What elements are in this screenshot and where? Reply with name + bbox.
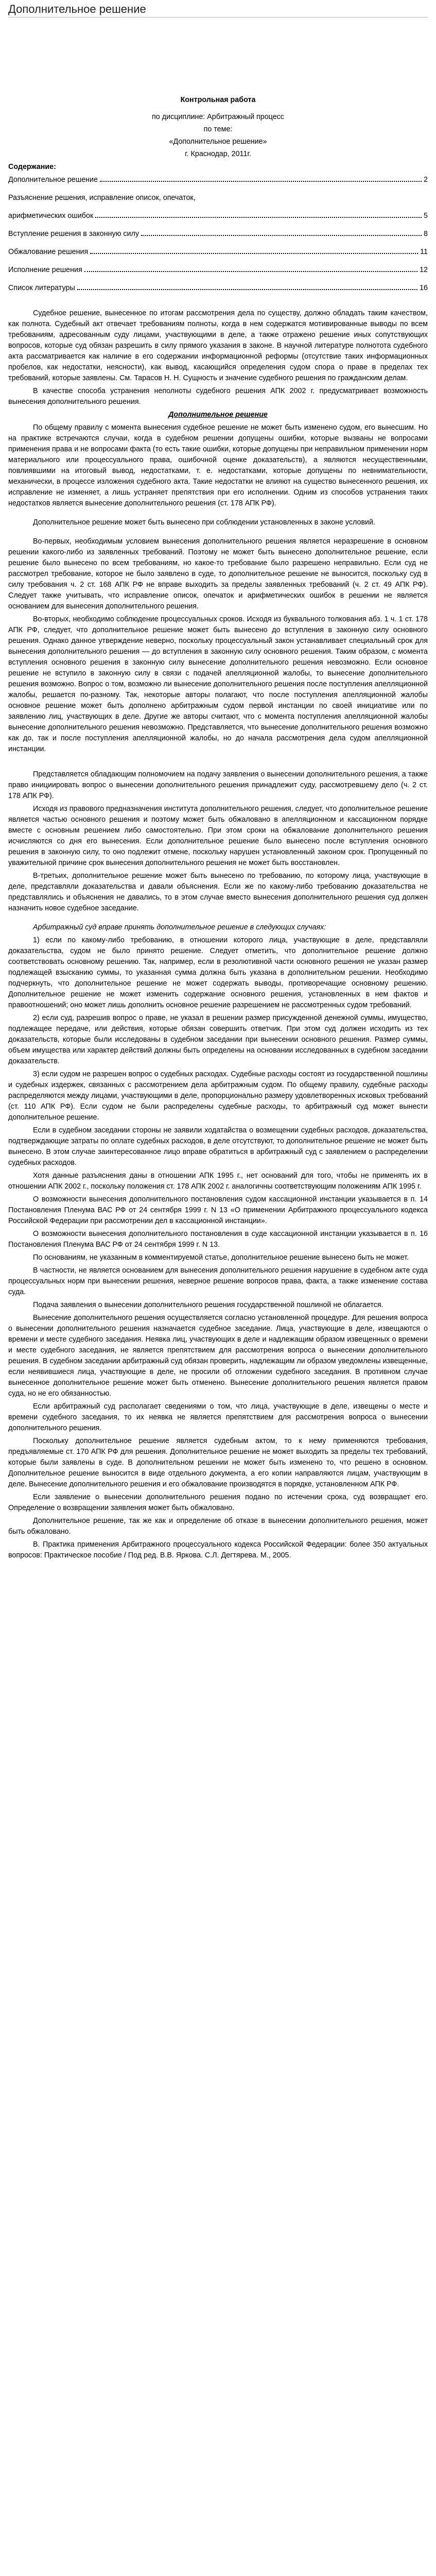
document-body [8, 95, 428, 1561]
paragraph: В качестве способа устранения неполноты судебного решения АПК 2002 г. предусматривает возможность вынесения дополнительного решения. [8, 387, 428, 406]
paragraph: Вынесение дополнительного решения осуществляется согласно установленной процедуре. Для решения вопроса о вынесении дополнительного решения назначается судебное заседание. Лица, участвующие в деле, извещаются о времени и месте судебного заседания. Неявка лиц, участвующих в деле и надлежащим образом извещенных о времени и месте судебного заседания, не является препятствием для рассмотрения вопроса о вынесении дополнительного решения. В судебном заседании арбитражный суд обязан проверить, надлежащим ли образом уведомлены извещенные, если неявившиеся лица, участвующие в деле, не просили об отложении судебного заседания. В противном случае вынесенное дополнительное решение может быть отменено. Вынесение дополнительного решения является правом суда, но не его обязанностью. [8, 1314, 428, 1398]
toc-item-label: Список литературы [8, 284, 75, 292]
paragraph: В частности, не является основанием для вынесения дополнительного решения нарушение в судебном акте суда процессуальных норм при вынесении решения, неверное решение вопросов права, факта, а также изменение состава суда. [8, 1266, 428, 1296]
toc-item-page: 16 [420, 284, 428, 292]
title-block [8, 95, 428, 147]
toc-item-page: 12 [420, 266, 428, 274]
section-list [8, 935, 428, 1168]
toc-item-label: арифметических ошибок [8, 212, 94, 220]
toc-leader-dots [77, 289, 417, 290]
paragraph: О возможности вынесения дополнительного постановления в суде кассационной инстанции указывается в п. 16 Постановления Пленума ВАС РФ от 24 сентября 1999 г. N 13. [8, 1230, 428, 1249]
paragraph: Если заявление о вынесении дополнительного решения подано по истечении срока, суд возвращает его. Определение о возвращении заявления может быть обжаловано. [8, 1493, 428, 1512]
section-paragraphs [8, 422, 428, 933]
section-title: Дополнительное решение [168, 411, 268, 419]
section-paragraphs-b [8, 1171, 428, 1561]
paragraph: В-третьих, дополнительное решение может быть вынесено по требованию, по которому лица, участвующие в деле, представляли доказательства и давали объяснения. Если же по какому-либо требованию доказательства не представлялись и объяснения не давались, то в этом случае вместо вынесения дополнительного решения суд должен назначить новое судебное заседание. [8, 872, 428, 912]
toc-item [8, 247, 428, 258]
toc-item-page: 2 [424, 176, 428, 184]
paragraph: Дополнительное решение может быть вынесено при соблюдении установленных в законе условий. [33, 518, 375, 527]
toc-leader-dots [95, 217, 422, 218]
toc-item [8, 211, 428, 222]
paragraph: Поскольку дополнительное решение является судебным актом, то к нему применяются требования, предъявляемые ст. 170 АПК РФ для решения. Дополнительное решение не может выходить за пределы тех требований, которые были заявлены в суде. В дополнительном решении не может быть изменено то, что решено в основном. Дополнительное решение выносится в виде отдельного документа, а его копии направляются лицам, участвующим в деле. Вынесение дополнительного решения и его обжалование производятся в порядке, установленном АПК РФ. [8, 1437, 428, 1488]
toc-heading: Содержание: [8, 163, 56, 171]
toc-item-page: 5 [424, 212, 428, 220]
toc-item-label: Разъяснение решения, исправление описок, опечаток, [8, 194, 196, 202]
work-type: Контрольная работа [180, 96, 256, 104]
paragraph: Если арбитражный суд располагает сведениями о том, что лица, участвующие в деле, извещены о месте и времени судебного заседания, то их неявка не является препятствием для рассмотрения вопроса о вынесении дополнительного решения. [8, 1402, 428, 1432]
paragraph: Во-первых, необходимым условием вынесения дополнительного решения является неразрешение в основном решении какого-либо из заявленных требований. Поэтому не может быть вынесено дополнительное решение, если решение было вынесено по всем требованиям, но какое-то требование было разрешено неправильно. Если суд не рассмотрел требование, которое не было заявлено в суде, то дополнительное решение не выносится, поскольку суд в силу требования ч. 2 ст. 168 АПК РФ не вправе выходить за пределы заявленных требований (ч. 2 ст. 49 АПК РФ). Следует также учитывать, что исправление описок, опечаток и арифметических ошибок в решении не является основанием для вынесения дополнительного решения. [8, 537, 428, 611]
list-item: 3) если судом не разрешен вопрос о судебных расходах. Судебные расходы состоят из государственной пошлины и судебных издержек, связанных с рассмотрением дела арбитражным судом. По общему правилу, судебные расходы распределяются между лицами, участвующими в деле, пропорционально размеру удовлетворенных исковых требований (ст. 110 АПК РФ). Если судом не были распределены судебные расходы, то арбитражный суд может вынести дополнительное решение. [8, 1070, 428, 1122]
toc-item-label: Вступление решения в законную силу [8, 230, 139, 238]
toc-item [8, 283, 428, 294]
city-year: г. Краснодар, 2011г. [185, 150, 251, 158]
toc-item-label: Исполнение решения [8, 266, 82, 274]
list-item: 2) если суд, разрешив вопрос о праве, не указал в решении размер присужденной денежной суммы, имущество, подлежащее передаче, или действия, которые обязан совершить ответчик. При этом суд должен исходить из тех доказательств, которые были исследованы в судебном заседании при вынесении основного решения. Размер суммы, объем имущества или характер действий должны быть определены на основании исследованных в судебном заседании доказательств. [8, 1014, 428, 1065]
paragraph: Во-вторых, необходимо соблюдение процессуальных сроков. Исходя из буквального толкования абз. 1 ч. 1 ст. 178 АПК РФ, следует, что дополнительное решение может быть вынесено до вступления в законную силу основного решения. Однако данное утверждение неверно, поскольку процессуальный закон устанавливает специальный срок для вынесения дополнительного решения — до вступления в законную силу основного решения. Таким образом, с момента вступления основного решения в законную силу вынесение дополнительного решения невозможно. Если основное решение не вступило в законную силу в связи с подачей апелляционной жалобы, то вынесение дополнительного решения возможно. Вопрос о том, возможно ли вынесение дополнительного решения после поступления апелляционной жалобы, решается по-разному. Так, некоторые авторы полагают, что после поступления апелляционной жалобы основное решение может быть дополнено арбитражным судом первой инстанции по своей инициативе или по заявлению лиц, участвующих в деле. Другие же авторы считают, что с момента поступления апелляционной жалобы вынесение дополнительного решения невозможно. Представляется, что вынесение дополнительного решения возможно как до, так и после поступления апелляционной жалобы, но до начала рассмотрения дела судом апелляционной инстанции. [8, 615, 428, 753]
paragraph: Дополнительное решение, так же как и определение об отказе в вынесении дополнительного решения, может быть обжаловано. [8, 1517, 428, 1536]
toc-item-label: Обжалование решения [8, 248, 89, 256]
paragraph: Судебное решение, вынесенное по итогам рассмотрения дела по существу, должно обладать таким качеством, как полнота. Судебный акт отвечает требованиям полноты, когда в нем содержатся мотивированные выводы по всем требованиям, адресованным суду лицами, участвующими в деле, а также отражено решение иных сопутствующих вопросов, которые суд обязан разрешить в силу прямого указания в законе. В научной литературе полнотота судебного акта рассматривается как наличие в его содержании информационной реформы (отсутствие таких информационных пробелов, как недостатки, неясности), как вывод, касающийся определения судом спора о праве в пределах тех требований, которые заявлены. См. Тарасов Н. Н. Сущность и значение судебного решения по гражданским делам. [8, 309, 428, 382]
paragraph: По общему правилу с момента вынесения судебное решение не может быть изменено судом, его вынесшим. Но на практике встречаются случаи, когда в судебном решении допущены ошибки, которые вызваны не вопросами применения права и не вопросами факта (то есть такие ошибки, которые допущены при неправильном применении норм материального или процессуального права, ошибочной оценке доказательств), а являются несущественными, повлиявшими на итоговый вывод, недостатками, т. е. недостатками, которые допущены по невнимательности, механически, в процессе изложения судебного акта. Такие недостатки не влияют на существо вынесенного решения, их исправление не изменяет, а лишь устраняет препятствия при его исполнении. Одним из способов устранения таких недостатков является вынесение дополнительного решения (ст. 178 АПК РФ). [8, 423, 428, 507]
paragraph: Исходя из правового предназначения института дополнительного решения, следует, что дополнительное решение является частью основного решения и поэтому может быть обжаловано в апелляционном и кассационном порядке вместе с основным решением либо самостоятельно. При этом сроки на обжалование дополнительного решения исчисляются со дня его вынесения. Если дополнительное решение было вынесено после вступления основного решения в законную силу, то оно подлежит отмене, поскольку нарушен установленный законом срок. Пропущенный по уважительной причине срок вынесения дополнительного решения не может быть восстановлен. [8, 805, 428, 867]
discipline: по дисциплине: Арбитражный процесс [152, 113, 284, 121]
paragraph: В. Практика применения Арбитражного процессуального кодекса Российской Федерации: более 350 актуальных вопросов: Практическое пособие / Под ред. В.В. Яркова. С.Л. Дегтярева. М., 2005. [8, 1540, 428, 1560]
toc-item-page: 8 [424, 230, 428, 238]
toc-item [8, 193, 428, 204]
paragraph: Подача заявления о вынесении дополнительного решения государственной пошлиной не облагается. [33, 1301, 383, 1309]
paragraph: О возможности вынесения дополнительного постановления судом кассационной инстанции указывается в п. 14 Постановления Пленума ВАС РФ от 24 сентября 1999 г. N 13 «О применении Арбитражного процессуального кодекса Российской Федерации при рассмотрении дел в кассационной инстанции». [8, 1195, 428, 1225]
toc-item [8, 175, 428, 185]
toc-leader-dots [84, 271, 417, 272]
toc-leader-dots [100, 181, 422, 182]
list-item: Если в судебном заседании стороны не заявили ходатайства о возмещении судебных расходов, доказательства, подтверждающие затраты по оплате судебных расходов, в деле отсутствуют, то дополнительное решение не может быть вынесено. В этом случае заинтересованное лицо вправе обратиться в арбитражный суд с заявлением о распределении судебных расходов. [8, 1126, 428, 1167]
toc-leader-dots [141, 235, 422, 236]
list-item: 1) если по какому-либо требованию, в отношении которого лица, участвующие в деле, представляли доказательства, судом не было принято решение. Следует отметить, что дополнительное решение должно соответствовать основному решению. Так, например, если в резолютивной части основного решения не указан размер подлежащей взысканию суммы, то указанная сумма должна быть указана в дополнительном решении. Необходимо подчеркнуть, что дополнительное решение не может содержать выводы, противоречащие основному решению. Дополнительное решение не может изменить содержание основного решения, установленных в нем фактов и правоотношений; оно может лишь дополнить основное решение разрешением не рассмотренных судом требований. [8, 936, 428, 1009]
intro-paragraphs [8, 308, 428, 408]
toc-leader-dots [90, 253, 418, 254]
paragraph: По основаниям, не указанным в комментируемой статье, дополнительное решение вынесено быть не может. [33, 1253, 409, 1262]
toc-item [8, 265, 428, 276]
toc-item [8, 229, 428, 240]
paragraph: Арбитражный суд вправе принять дополнительное решение в следующих случаях: [33, 923, 326, 931]
topic-label: по теме: [203, 125, 233, 133]
toc-item-label: Дополнительное решение [8, 176, 98, 184]
page-header-title: Дополнительное решение [8, 0, 428, 18]
toc-item-page: 11 [420, 248, 428, 256]
paragraph: Хотя данные разъяснения даны в отношении АПК 1995 г., нет оснований для того, чтобы не применять их в отношении АПК 2002 г., поскольку положения ст. 178 АПК 2002 г. аналогичны соответствующим положениям АПК 1995 г. [8, 1172, 428, 1191]
toc-list [8, 175, 428, 294]
topic: «Дополнительное решение» [169, 138, 267, 146]
table-of-contents [8, 162, 428, 294]
paragraph: Представляется обладающим полномочием на подачу заявления о вынесении дополнительного решения, а также право инициировать вопрос о вынесении дополнительного решения принадлежит суду, рассмотревшему дело (ч. 2 ст. 178 АПК РФ). [8, 770, 428, 800]
